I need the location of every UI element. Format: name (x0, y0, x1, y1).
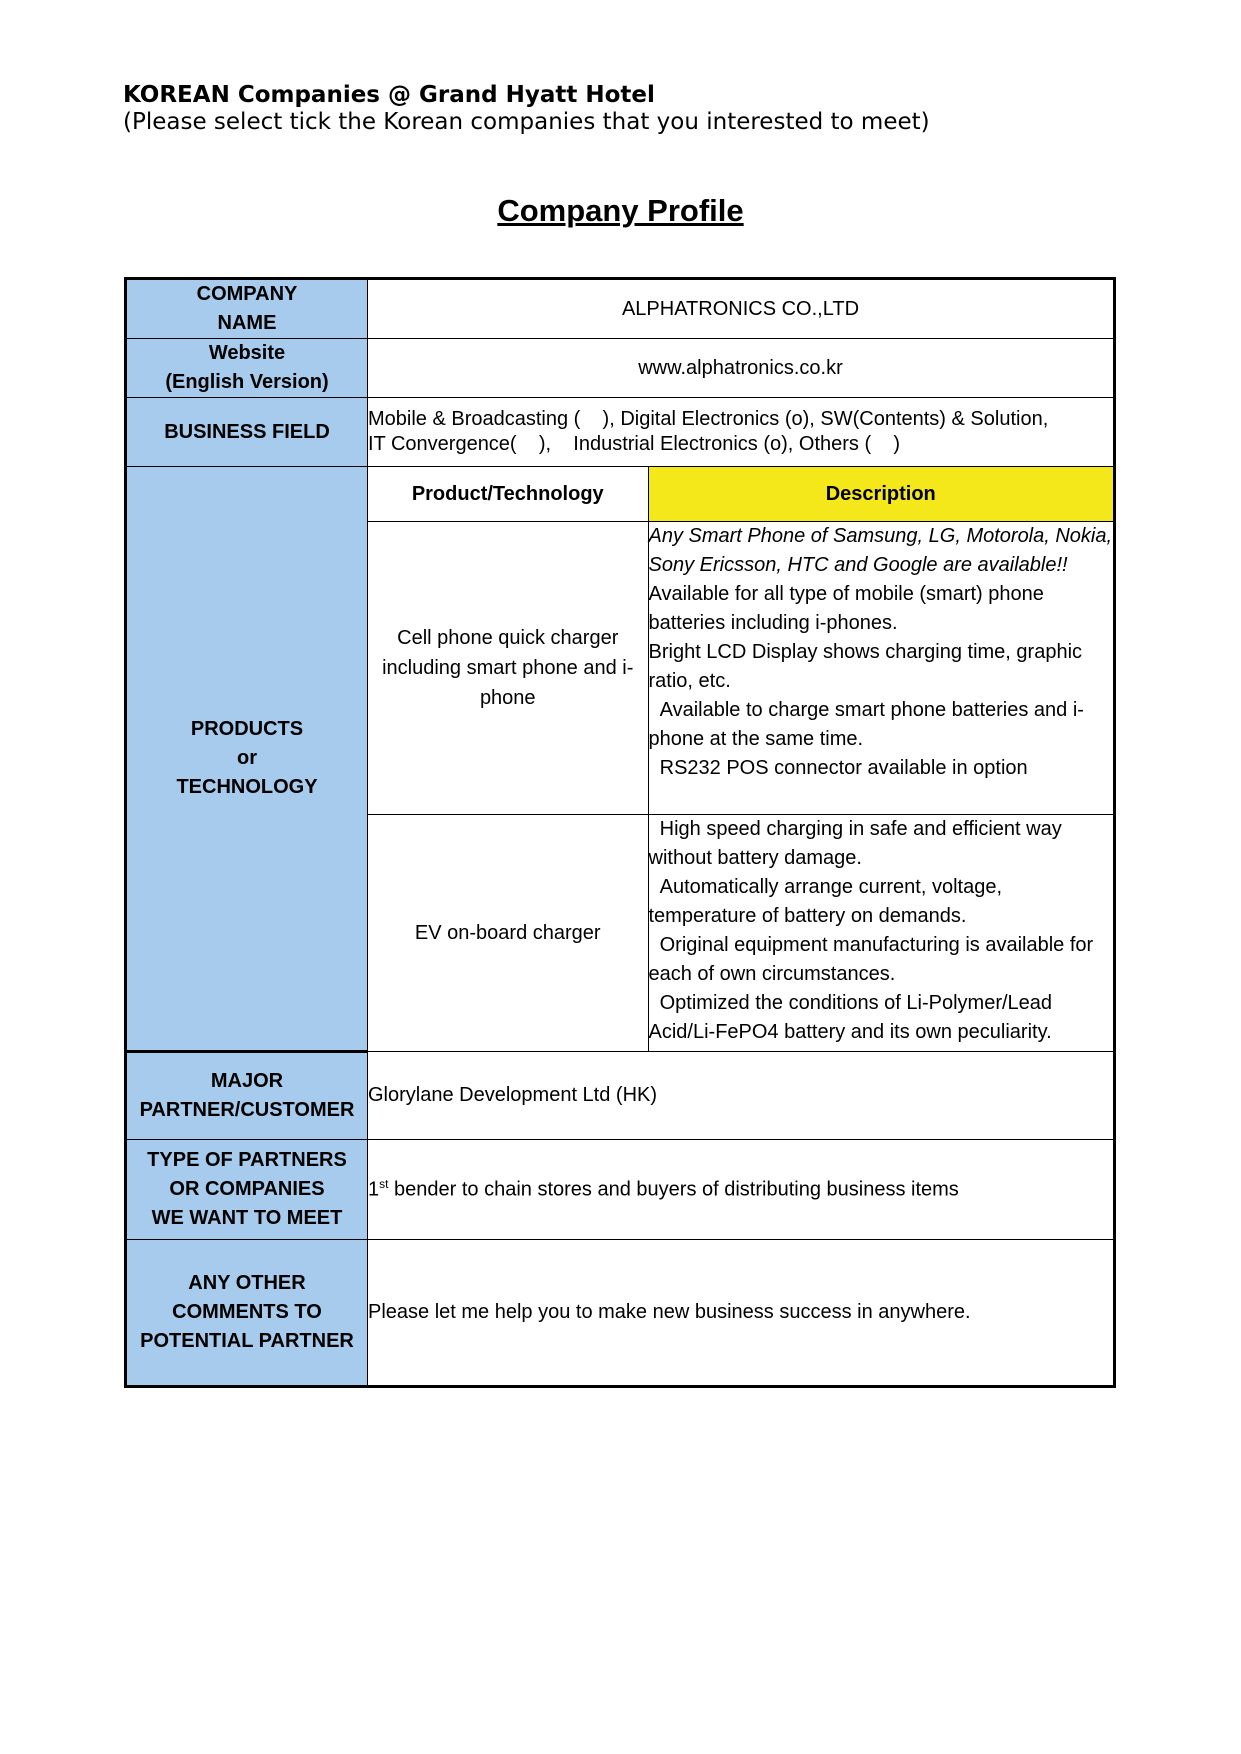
comments-label: ANY OTHER COMMENTS TO POTENTIAL PARTNER (126, 1239, 368, 1386)
website-value: www.alphatronics.co.kr (368, 339, 1115, 398)
want-row (126, 1139, 1115, 1239)
header-title: KOREAN Companies @ Grand Hyatt Hotel (123, 82, 655, 108)
product-description: Any Smart Phone of Samsung, LG, Motorola, Nokia, Sony Ericsson, HTC and Google are available!! Available for all type of mobile (smart) phone batteries including i-phones. Bright LCD Display shows charging time, graphic ratio, etc. Available to charge smart phone batteries and i-phone at the same time. RS232 POS connector available in option (648, 522, 1113, 815)
business-field-row (126, 398, 1115, 467)
product-name: EV on-board charger (368, 815, 648, 1051)
product-row (368, 522, 1113, 815)
business-field-label: BUSINESS FIELD (126, 398, 368, 467)
product-column-header: Product/Technology (368, 467, 648, 522)
products-header-row (368, 467, 1113, 522)
header-instruction: (Please select tick the Korean companies that you interested to meet) (123, 109, 930, 135)
comments-value: Please let me help you to make new business success in anywhere. (368, 1239, 1115, 1386)
partner-row (126, 1051, 1115, 1139)
website-label: Website (English Version) (126, 339, 368, 398)
business-field-value: Mobile & Broadcasting ( ), Digital Electronics (o), SW(Contents) & Solution, IT Convergence( ), Industrial Electronics (o), Others ( ) (368, 398, 1115, 467)
company-name-label: COMPANY NAME (126, 279, 368, 339)
page-title: Company Profile (497, 193, 744, 228)
product-name: Cell phone quick charger including smart phone and i-phone (368, 522, 648, 815)
company-profile-table (124, 277, 1116, 1388)
website-row (126, 339, 1115, 398)
products-row (126, 467, 1115, 1052)
products-label: PRODUCTS or TECHNOLOGY (126, 467, 368, 1052)
partner-value: Glorylane Development Ltd (HK) (368, 1051, 1115, 1139)
products-table (368, 467, 1113, 1051)
want-label: TYPE OF PARTNERS OR COMPANIES WE WANT TO MEET (126, 1139, 368, 1239)
description-column-header: Description (648, 467, 1113, 522)
page-header (123, 82, 930, 136)
product-row (368, 815, 1113, 1051)
product-description: High speed charging in safe and efficient way without battery damage. Automatically arrange current, voltage, temperature of battery on demands. Original equipment manufacturing is available for each of own circumstances. Optimized the conditions of Li-Polymer/Lead Acid/Li-FePO4 battery and its own peculiarity. (648, 815, 1113, 1051)
comments-row (126, 1239, 1115, 1386)
company-name-value: ALPHATRONICS CO.,LTD (368, 279, 1115, 339)
products-cell (368, 467, 1115, 1052)
want-value: 1st bender to chain stores and buyers of distributing business items (368, 1139, 1115, 1239)
partner-label: MAJOR PARTNER/CUSTOMER (126, 1051, 368, 1139)
company-name-row (126, 279, 1115, 339)
